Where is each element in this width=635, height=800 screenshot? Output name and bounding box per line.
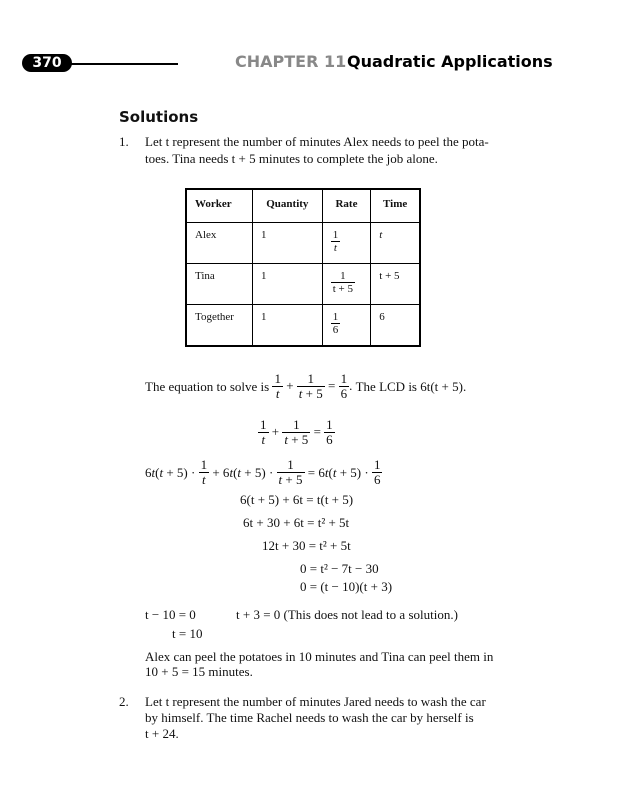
conclusion-line-1: Alex can peel the potatoes in 10 minutes and Tina can peel them in <box>145 649 494 664</box>
cell-time: t <box>371 223 420 264</box>
case-t-equals-10: t = 10 <box>172 626 203 641</box>
equation-intro-line: The equation to solve is $\frac{1}{t}$ + $\frac{1}{t + 5}$ = $\frac{1}{6}$ . The LCD is 6t(t + 5). <box>145 371 467 402</box>
rate-fraction <box>331 311 341 336</box>
cell-quantity: 1 <box>252 223 322 264</box>
problem-2-number: 2. <box>119 694 129 709</box>
work-rate-table <box>185 188 421 347</box>
equation-step-0: $\frac{1}{t}$ + $\frac{1}{t + 5}$ = $\frac{1}{6}$ <box>260 417 333 448</box>
equation-step-2: 6t + 30 + 6t = t² + 5t <box>243 515 350 530</box>
cell-time: 6 <box>371 305 420 347</box>
lcd-text: The LCD is 6t(t + 5). <box>355 378 467 394</box>
cell-rate <box>322 264 371 305</box>
page-number: 370 <box>22 54 72 72</box>
rate-fraction <box>331 229 341 254</box>
rate-denominator: 6 <box>332 324 339 337</box>
equation-step-1: 6(t + 5) + 6t = t(t + 5) <box>240 492 354 507</box>
rate-denominator: t <box>333 242 337 255</box>
table-row <box>186 223 420 264</box>
cell-worker: Tina <box>186 264 252 305</box>
problem-2-line-1: Let t represent the number of minutes Jared needs to wash the car <box>145 694 486 709</box>
table-row <box>186 264 420 305</box>
table-header-row <box>186 189 420 223</box>
equation-step-3: 12t + 30 = t² + 5t <box>262 538 351 553</box>
section-title: Solutions <box>119 108 199 126</box>
case-t-minus-10: t − 10 = 0 <box>145 607 196 622</box>
cell-rate <box>322 223 371 264</box>
equation-multiplied: 6t(t + 5) · $\frac{1}{t}$ + 6t(t + 5) · $\frac{1}{t + 5}$ = 6t(t + 5) · $\frac{1}{6}$ <box>145 457 381 488</box>
cell-quantity: 1 <box>252 305 322 347</box>
rate-denominator: t + 5 <box>332 283 353 296</box>
cell-time: t + 5 <box>371 264 420 305</box>
cell-rate <box>322 305 371 347</box>
rate-numerator: 1 <box>331 270 355 283</box>
rate-numerator: 1 <box>332 229 339 241</box>
equation-step-4: 0 = t² − 7t − 30 <box>300 561 379 576</box>
header-quantity: Quantity <box>252 189 322 223</box>
problem-2-line-3: t + 24. <box>145 726 179 741</box>
chapter-label: CHAPTER 11 <box>235 52 347 71</box>
header-worker: Worker <box>186 189 252 223</box>
table-row <box>186 305 420 347</box>
cell-quantity: 1 <box>252 264 322 305</box>
cell-worker: Together <box>186 305 252 347</box>
chapter-title: Quadratic Applications <box>347 52 553 71</box>
case-t-plus-3: t + 3 = 0 (This does not lead to a solution.) <box>236 607 458 622</box>
conclusion-line-2: 10 + 5 = 15 minutes. <box>145 664 253 679</box>
equation-intro-text: The equation to solve is <box>145 378 270 394</box>
problem-2-line-2: by himself. The time Rachel needs to wash the car by herself is <box>145 710 474 725</box>
cell-worker: Alex <box>186 223 252 264</box>
header-time: Time <box>371 189 420 223</box>
problem-1-line-2: toes. Tina needs t + 5 minutes to complete the job alone. <box>145 151 438 166</box>
rate-numerator: 1 <box>332 311 339 323</box>
header-rule <box>70 63 178 65</box>
equation-step-5: 0 = (t − 10)(t + 3) <box>300 579 393 594</box>
header-rate: Rate <box>322 189 371 223</box>
rate-fraction <box>331 270 355 295</box>
problem-1-number: 1. <box>119 134 129 149</box>
problem-1-line-1: Let t represent the number of minutes Alex needs to peel the pota- <box>145 134 489 149</box>
